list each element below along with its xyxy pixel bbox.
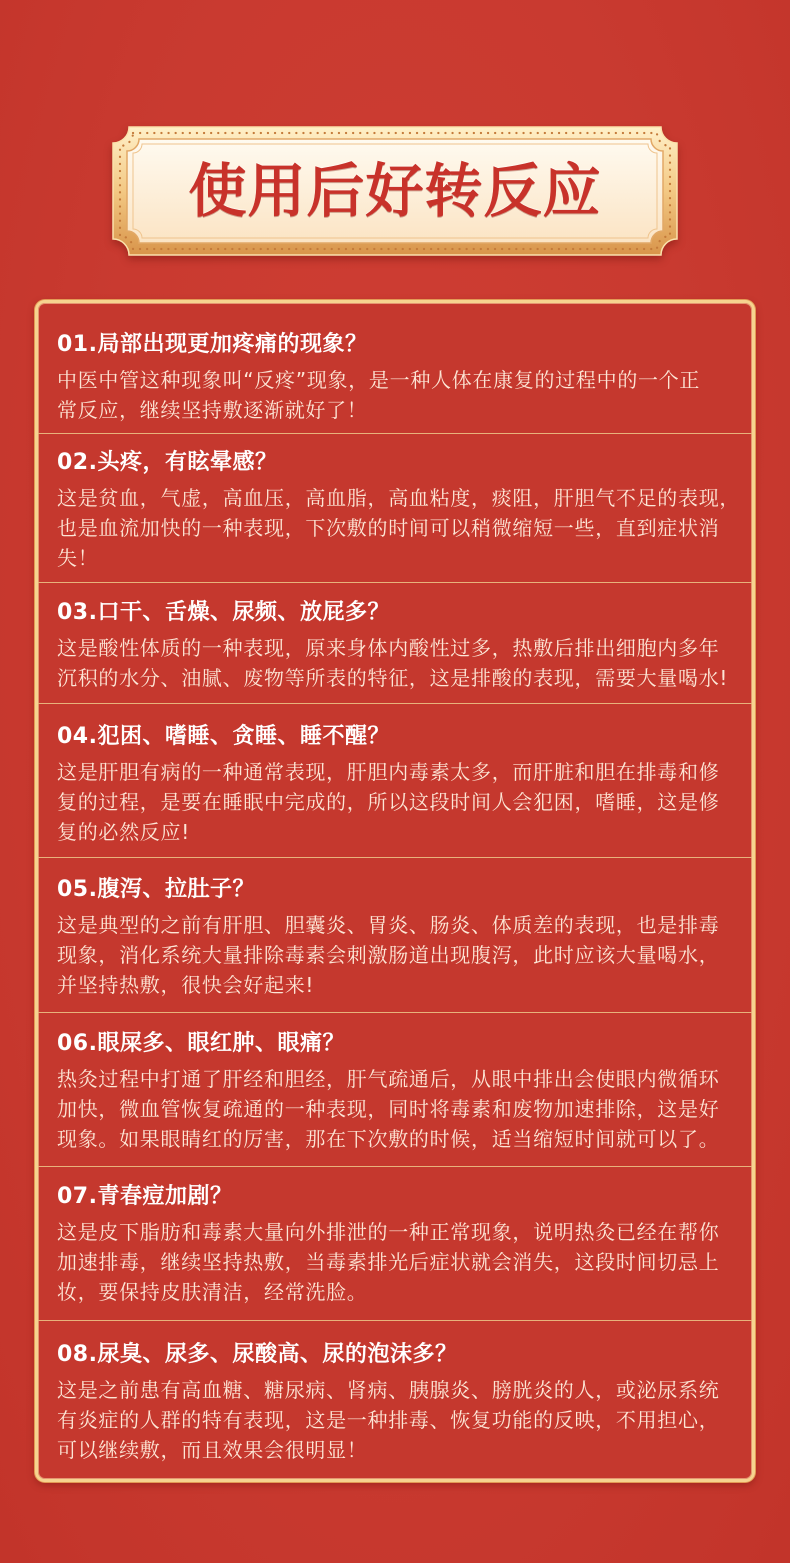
faq-item-text-line: 这是典型的之前有肝胆、胆囊炎、胃炎、肠炎、体质差的表现，也是排毒: [57, 913, 720, 937]
faq-item-text: [57, 1217, 744, 1307]
faq-card: [35, 300, 755, 1482]
faq-item-06: [38, 1013, 752, 1167]
faq-item-title: 07.青春痘加剧？: [57, 1184, 233, 1209]
faq-item-text-line: 并坚持热敷，很快会好起来!: [57, 973, 315, 997]
faq-item-02: [38, 434, 752, 583]
faq-item-01: [38, 303, 752, 434]
faq-item-title: 03.口干、舌燥、尿频、放屁多？: [57, 600, 390, 625]
faq-item-text-line: 复的过程，是要在睡眠中完成的，所以这段时间人会犯困，嗜睡，这是修: [57, 790, 720, 814]
faq-item-text-line: 妆，要保持皮肤清洁，经常洗脸。: [57, 1280, 368, 1304]
faq-item-title: 01.局部出现更加疼痛的现象？: [57, 332, 368, 357]
faq-item-text-line: 加快，微血管恢复疏通的一种表现，同时将毒素和废物加速排除，这是好: [57, 1097, 720, 1121]
faq-item-text-line: 有炎症的人群的特有表现，这是一种排毒、恢复功能的反映，不用担心，: [57, 1408, 720, 1432]
faq-item-03: [38, 583, 752, 704]
faq-item-text-line: 加速排毒，继续坚持热敷，当毒素排光后症状就会消失，这段时间切忌上: [57, 1250, 720, 1274]
faq-item-05: [38, 858, 752, 1013]
faq-item-title: 02.头疼，有眩晕感？: [57, 450, 278, 475]
faq-item-text-line: 这是酸性体质的一种表现，原来身体内酸性过多，热敷后排出细胞内多年: [57, 636, 720, 660]
faq-item-title: 04.犯困、嗜睡、贪睡、睡不醒？: [57, 724, 390, 749]
faq-item-title: 08.尿臭、尿多、尿酸高、尿的泡沫多？: [57, 1342, 458, 1367]
faq-item-text-line: 热灸过程中打通了肝经和胆经，肝气疏通后，从眼中排出会使眼内微循环: [57, 1067, 720, 1091]
faq-item-text: [57, 757, 744, 847]
page-title: 使用后好转反应: [188, 157, 602, 225]
faq-item-text-line: 中医中管这种现象叫“反疼”现象，是一种人体在康复的过程中的一个正: [57, 368, 701, 392]
faq-item-text: [57, 1375, 744, 1465]
faq-item-text: [57, 910, 744, 1000]
faq-item-text-line: 失！: [57, 546, 99, 570]
faq-item-text-line: 这是贫血，气虚，高血压，高血脂，高血粘度，痰阻，肝胆气不足的表现，: [57, 486, 741, 510]
faq-item-text: [57, 633, 744, 693]
faq-item-text: [57, 365, 744, 425]
faq-item-text-line: 这是肝胆有病的一种通常表现，肝胆内毒素太多，而肝脏和胆在排毒和修: [57, 760, 720, 784]
faq-item-text-line: 这是之前患有高血糖、糖尿病、肾病、胰腺炎、膀胱炎的人，或泌尿系统: [57, 1378, 720, 1402]
faq-item-08: [38, 1321, 752, 1479]
faq-item-text: [57, 1064, 744, 1154]
faq-item-title: 05.腹泻、拉肚子？: [57, 877, 255, 902]
faq-item-text-line: 可以继续敷，而且效果会很明显！: [57, 1438, 368, 1462]
faq-item-text-line: 沉积的水分、油腻、废物等所表的特征，这是排酸的表现，需要大量喝水!: [57, 666, 729, 690]
faq-item-text-line: 也是血流加快的一种表现，下次敷的时间可以稍微缩短一些，直到症状消: [57, 516, 720, 540]
faq-item-text-line: 现象，消化系统大量排除毒素会刺激肠道出现腹泻，此时应该大量喝水，: [57, 943, 720, 967]
faq-item-04: [38, 704, 752, 858]
faq-item-text-line: 常反应，继续坚持敷逐渐就好了！: [57, 398, 368, 422]
faq-item-title: 06.眼屎多、眼红肿、眼痛？: [57, 1031, 345, 1056]
faq-item-text-line: 这是皮下脂肪和毒素大量向外排泄的一种正常现象，说明热灸已经在帮你: [57, 1220, 720, 1244]
faq-item-text-line: 复的必然反应!: [57, 820, 190, 844]
faq-item-text-line: 现象。如果眼睛红的厉害，那在下次敷的时候，适当缩短时间就可以了。: [57, 1127, 720, 1151]
faq-item-text: [57, 483, 744, 573]
faq-item-07: [38, 1167, 752, 1321]
